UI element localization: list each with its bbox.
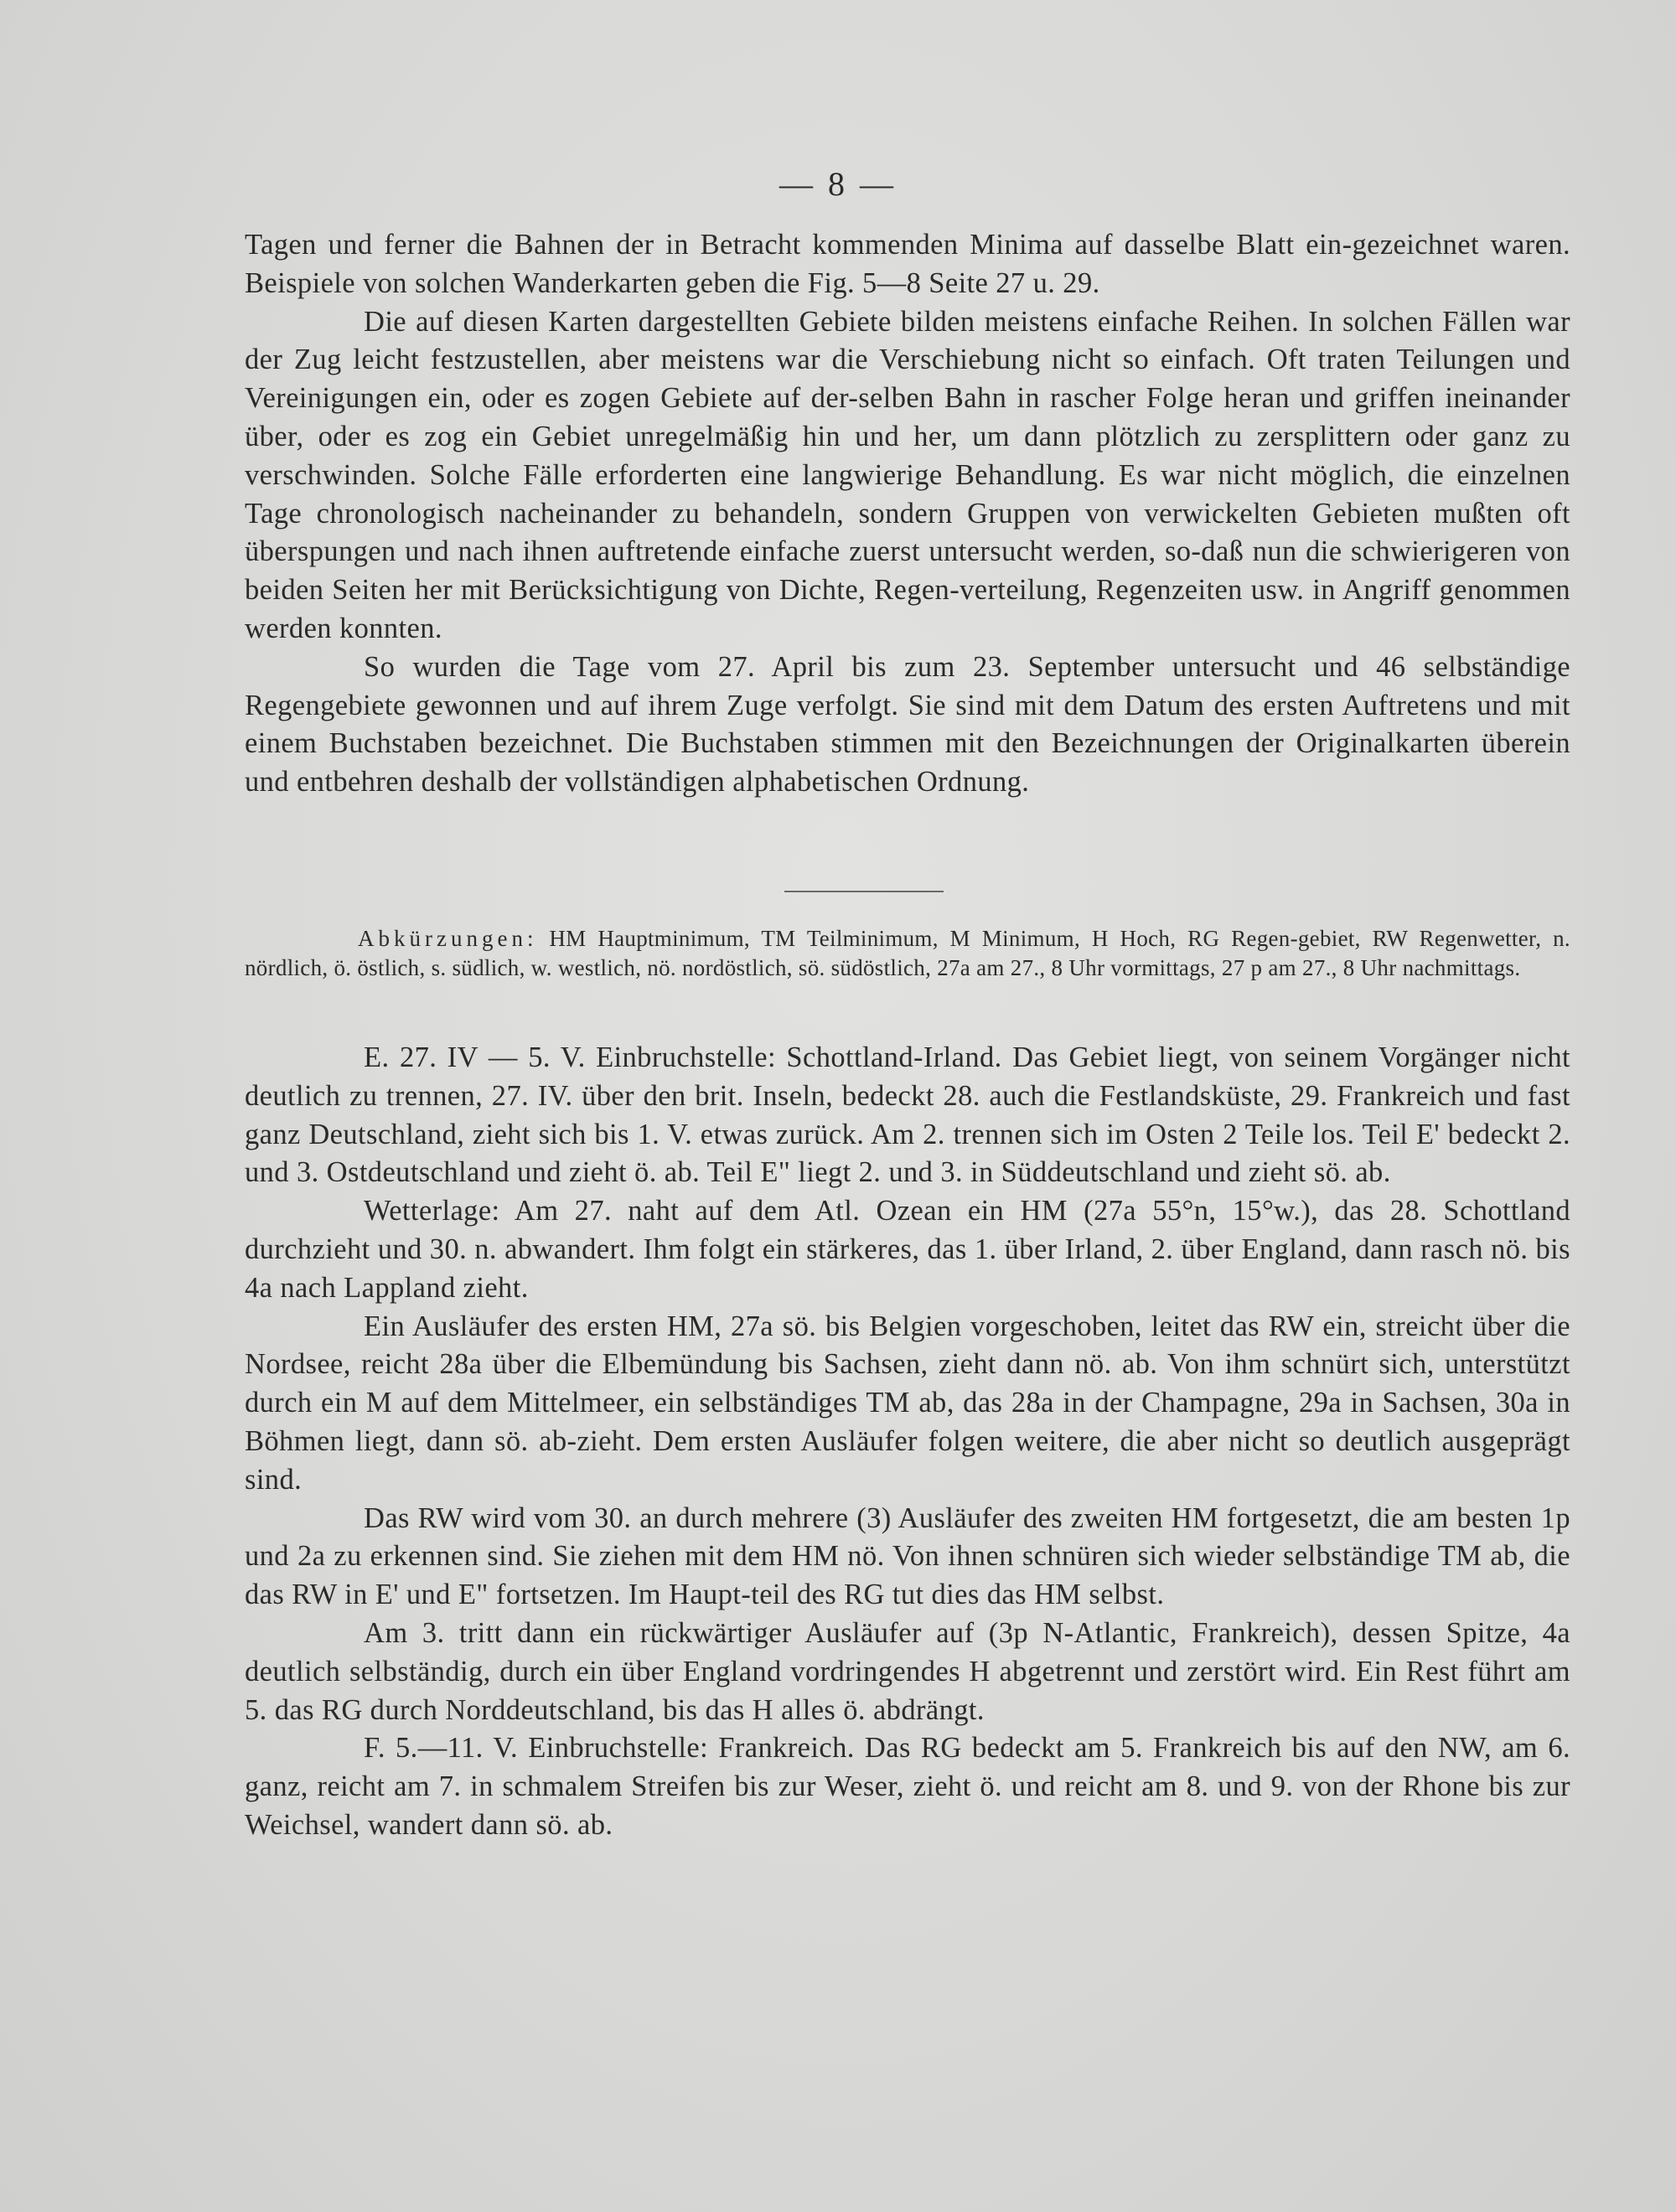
- entry-e-first-offshoot: Ein Ausläufer des ersten HM, 27a sö. bis Belgien vorgeschoben, leitet das RW ein, streicht über die Nordsee, reicht 28a über die Elbemündung bis Sachsen, zieht dann nö. ab. Von ihm schnürt sich, unterstützt durch ein M auf dem Mittelmeer, ein selbständiges TM ab, das 28a in der Champagne, 29a in Sachsen, 30a in Böhmen liegt, dann sö. ab-zieht. Dem ersten Ausläufer folgen weitere, die aber nicht so deutlich ausgeprägt sind.: [245, 1310, 1570, 1496]
- entries-section: [245, 1039, 1570, 1845]
- abbreviations-heading: Abkürzungen:: [358, 926, 538, 951]
- entry-e-summary: E. 27. IV — 5. V. Einbruchstelle: Schottland-Irland. Das Gebiet liegt, von seinem Vorgänger nicht deutlich zu trennen, 27. IV. über den brit. Inseln, bedeckt 28. auch die Festlandsküste, 29. Frankreich und fast ganz Deutschland, zieht sich bis 1. V. etwas zurück. Am 2. trennen sich im Osten 2 Teile los. Teil E' bedeckt 2. und 3. Ostdeutschland und zieht ö. ab. Teil E" liegt 2. und 3. in Süddeutschland und zieht sö. ab.: [245, 1041, 1570, 1189]
- section-divider: [784, 891, 944, 892]
- entry-e-weather: Wetterlage: Am 27. naht auf dem Atl. Ozean ein HM (27a 55°n, 15°w.), das 28. Schottland durchzieht und 30. n. abwandert. Ihm folgt ein stärkeres, das 1. über Irland, 2. über England, dann rasch nö. bis 4a nach Lappland zieht.: [245, 1195, 1570, 1304]
- paragraph-results: So wurden die Tage vom 27. April bis zum 23. September untersucht und 46 selbständige Regengebiete gewonnen und auf ihrem Zuge verfolgt. Sie sind mit dem Datum des ersten Auftretens und mit einem Buchstaben bezeichnet. Die Buchstaben stimmen mit den Bezeichnungen der Originalkarten überein und entbehren deshalb der vollständigen alphabetischen Ordnung.: [245, 650, 1570, 798]
- abbreviations-note: [245, 924, 1570, 982]
- entry-e-second-hm: Das RW wird vom 30. an durch mehrere (3) Ausläufer des zweiten HM fortgesetzt, die am besten 1p und 2a zu erkennen sind. Sie ziehen mit dem HM nö. Von ihnen schnüren sich wieder selbständige TM ab, die das RW in E' und E" fortsetzen. Im Haupt-teil des RG tut dies das HM selbst.: [245, 1501, 1570, 1611]
- entry-f-summary: F. 5.—11. V. Einbruchstelle: Frankreich. Das RG bedeckt am 5. Frankreich bis auf den NW, am 6. ganz, reicht am 7. in schmalem Streifen bis zur Weser, zieht ö. und reicht am 8. und 9. von der Rhone bis zur Weichsel, wandert dann sö. ab.: [245, 1732, 1570, 1841]
- paragraph-continuation: Tagen und ferner die Bahnen der in Betracht kommenden Minima auf dasselbe Blatt ein-gezeichnet waren. Beispiele von solchen Wanderkarten geben die Fig. 5—8 Seite 27 u. 29.: [245, 229, 1570, 299]
- entry-e-rear-offshoot: Am 3. tritt dann ein rückwärtiger Ausläufer auf (3p N-Atlantic, Frankreich), dessen Spitze, 4a deutlich selbständig, durch ein über England vordringendes H abgetrennt und zerstört wird. Ein Rest führt am 5. das RG durch Norddeutschland, bis das H alles ö. abdrängt.: [245, 1616, 1570, 1726]
- abbreviations-text: HM Hauptminimum, TM Teilminimum, M Minimum, H Hoch, RG Regen-gebiet, RW Regenwetter, n. nördlich, ö. östlich, s. südlich, w. westlich, nö. nordöstlich, sö. südöstlich, 27a am 27., 8 Uhr vormittags, 27 p am 27., 8 Uhr nachmittags.: [245, 926, 1570, 980]
- page-number: — 8 —: [779, 165, 897, 203]
- intro-section: [245, 226, 1570, 802]
- paragraph-method: Die auf diesen Karten dargestellten Gebiete bilden meistens einfache Reihen. In solchen Fällen war der Zug leicht festzustellen, aber meistens war die Verschiebung nicht so einfach. Oft traten Teilungen und Vereinigungen ein, oder es zogen Gebiete auf der-selben Bahn in rascher Folge heran und griffen ineinander über, oder es zog ein Gebiet unregelmäßig hin und her, um dann plötzlich zu zersplittern oder ganz zu verschwinden. Solche Fälle erforderten eine langwierige Behandlung. Es war nicht möglich, die einzelnen Tage chronologisch nacheinander zu behandeln, sondern Gruppen von verwickelten Gebieten mußten oft überspungen und nach ihnen auftretende einfache zuerst untersucht werden, so-daß nun die schwierigeren von beiden Seiten her mit Berücksichtigung von Dichte, Regen-verteilung, Regenzeiten usw. in Angriff genommen werden konnten.: [245, 305, 1570, 644]
- abbreviations-section: [245, 924, 1570, 982]
